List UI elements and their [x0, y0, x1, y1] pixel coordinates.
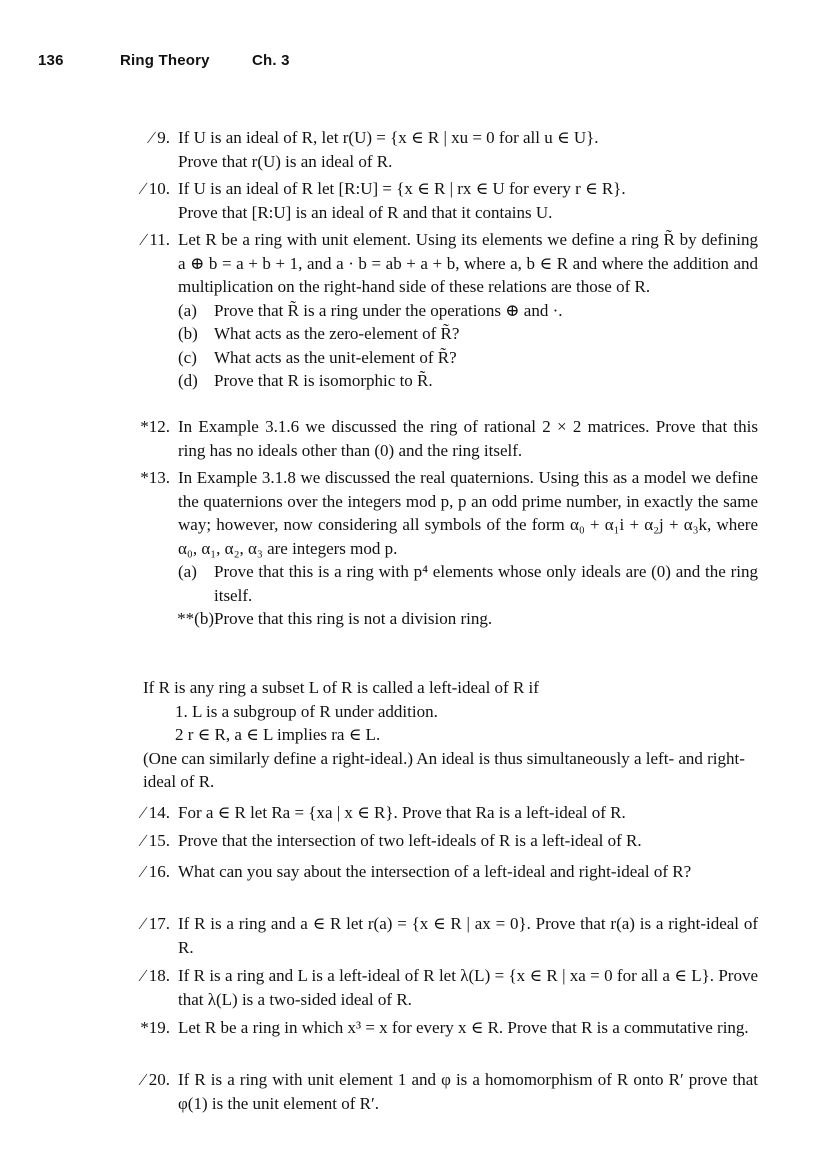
running-head — [38, 52, 290, 69]
problem-number: ∕ 10. — [141, 179, 170, 198]
problem-number: *19. — [140, 1018, 170, 1037]
problem-text: If R is a ring with unit element 1 and φ is a homomorphism of R onto R′ prove that φ(1) is the unit element of R′. — [178, 1070, 758, 1113]
problem-part: (d) Prove that R is isomorphic to R̃. — [178, 371, 433, 390]
problem-text: If R is a ring and L is a left-ideal of R let λ(L) = {x ∈ R | xa = 0 for all a ∈ L}. Prove that λ(L) is a two-sided ideal of R. — [178, 966, 758, 1009]
definition-outro: (One can similarly define a right-ideal.) An ideal is thus simultaneously a left- and right-ideal of R. — [143, 748, 745, 791]
running-title: Ring Theory — [120, 52, 210, 69]
problem-number: ∕ 16. — [141, 862, 170, 881]
definition-intro: If R is any ring a subset L of R is called a left-ideal of R if — [143, 678, 539, 697]
problem-part: **(b) Prove that this ring is not a division ring. — [177, 609, 493, 628]
definition-paragraph — [143, 676, 757, 794]
problem-text: If U is an ideal of R let [R:U] = {x ∈ R | rx ∈ U for every r ∈ R}. — [178, 179, 626, 198]
problem-text: Prove that [R:U] is an ideal of R and that it contains U. — [178, 202, 553, 222]
problem-text: Prove that the intersection of two left-ideals of R is a left-ideal of R. — [178, 831, 642, 850]
definition-condition: 2 r ∈ R, a ∈ L implies ra ∈ L. — [175, 725, 381, 744]
definition-condition: 1. L is a subgroup of R under addition. — [175, 701, 438, 721]
problem-text: In Example 3.1.8 we discussed the real quaternions. Using this as a model we define the quaternions over the integers mod p, p an odd prime number, in exactly the same way; however, now considering all symbols of the form α₀ + α₁i + α₂j + α₃k, where α₀, α₁, α₂, α₃ are integers mod p. — [178, 468, 758, 558]
problem-number: ∕ 14. — [141, 803, 170, 822]
problem-text: If R is a ring and a ∈ R let r(a) = {x ∈ R | ax = 0}. Prove that r(a) is a right-ideal of R. — [178, 914, 758, 957]
problem-text: For a ∈ R let Ra = {xa | x ∈ R}. Prove that Ra is a left-ideal of R. — [178, 803, 626, 822]
problem-text: Prove that r(U) is an ideal of R. — [178, 151, 393, 171]
problem-number: ∕ 15. — [141, 831, 170, 850]
page-number: 136 — [38, 52, 64, 69]
problem-number: ∕ 11. — [142, 230, 170, 249]
problem-number: *12. — [140, 417, 170, 436]
problem-part: (a) Prove that this is a ring with p⁴ elements whose only ideals are (0) and the ring itself. — [178, 562, 758, 605]
problem-text: What can you say about the intersection of a left-ideal and right-ideal of R? — [178, 862, 692, 881]
problem-part: (b) What acts as the zero-element of R̃? — [178, 324, 460, 343]
problem-number: ∕ 17. — [141, 914, 170, 933]
problem-text: Let R be a ring with unit element. Using its elements we define a ring R̃ by defining a ⊕ b = a + b + 1, and a · b = ab + a + b, where a, b ∈ R and where the addition and multiplication on the right-hand side of these relations are those of R. — [178, 230, 758, 296]
problem-number: ∕ 18. — [141, 966, 170, 985]
problem-text: If U is an ideal of R, let r(U) = {x ∈ R | xu = 0 for all u ∈ U}. — [178, 128, 599, 147]
problem-number: *13. — [140, 468, 170, 487]
problem-part: (a) Prove that R̃ is a ring under the operations ⊕ and ·. — [178, 300, 563, 320]
problem-part: (c) What acts as the unit-element of R̃? — [178, 347, 457, 367]
problem-number: ∕ 20. — [141, 1070, 170, 1089]
chapter-label: Ch. 3 — [252, 52, 290, 69]
problem-number: ∕ 9. — [150, 128, 170, 147]
problem-text: In Example 3.1.6 we discussed the ring of rational 2 × 2 matrices. Prove that this ring has no ideals other than (0) and the ring itself. — [178, 417, 758, 460]
problem-text: Let R be a ring in which x³ = x for every x ∈ R. Prove that R is a commutative ring. — [178, 1018, 749, 1037]
